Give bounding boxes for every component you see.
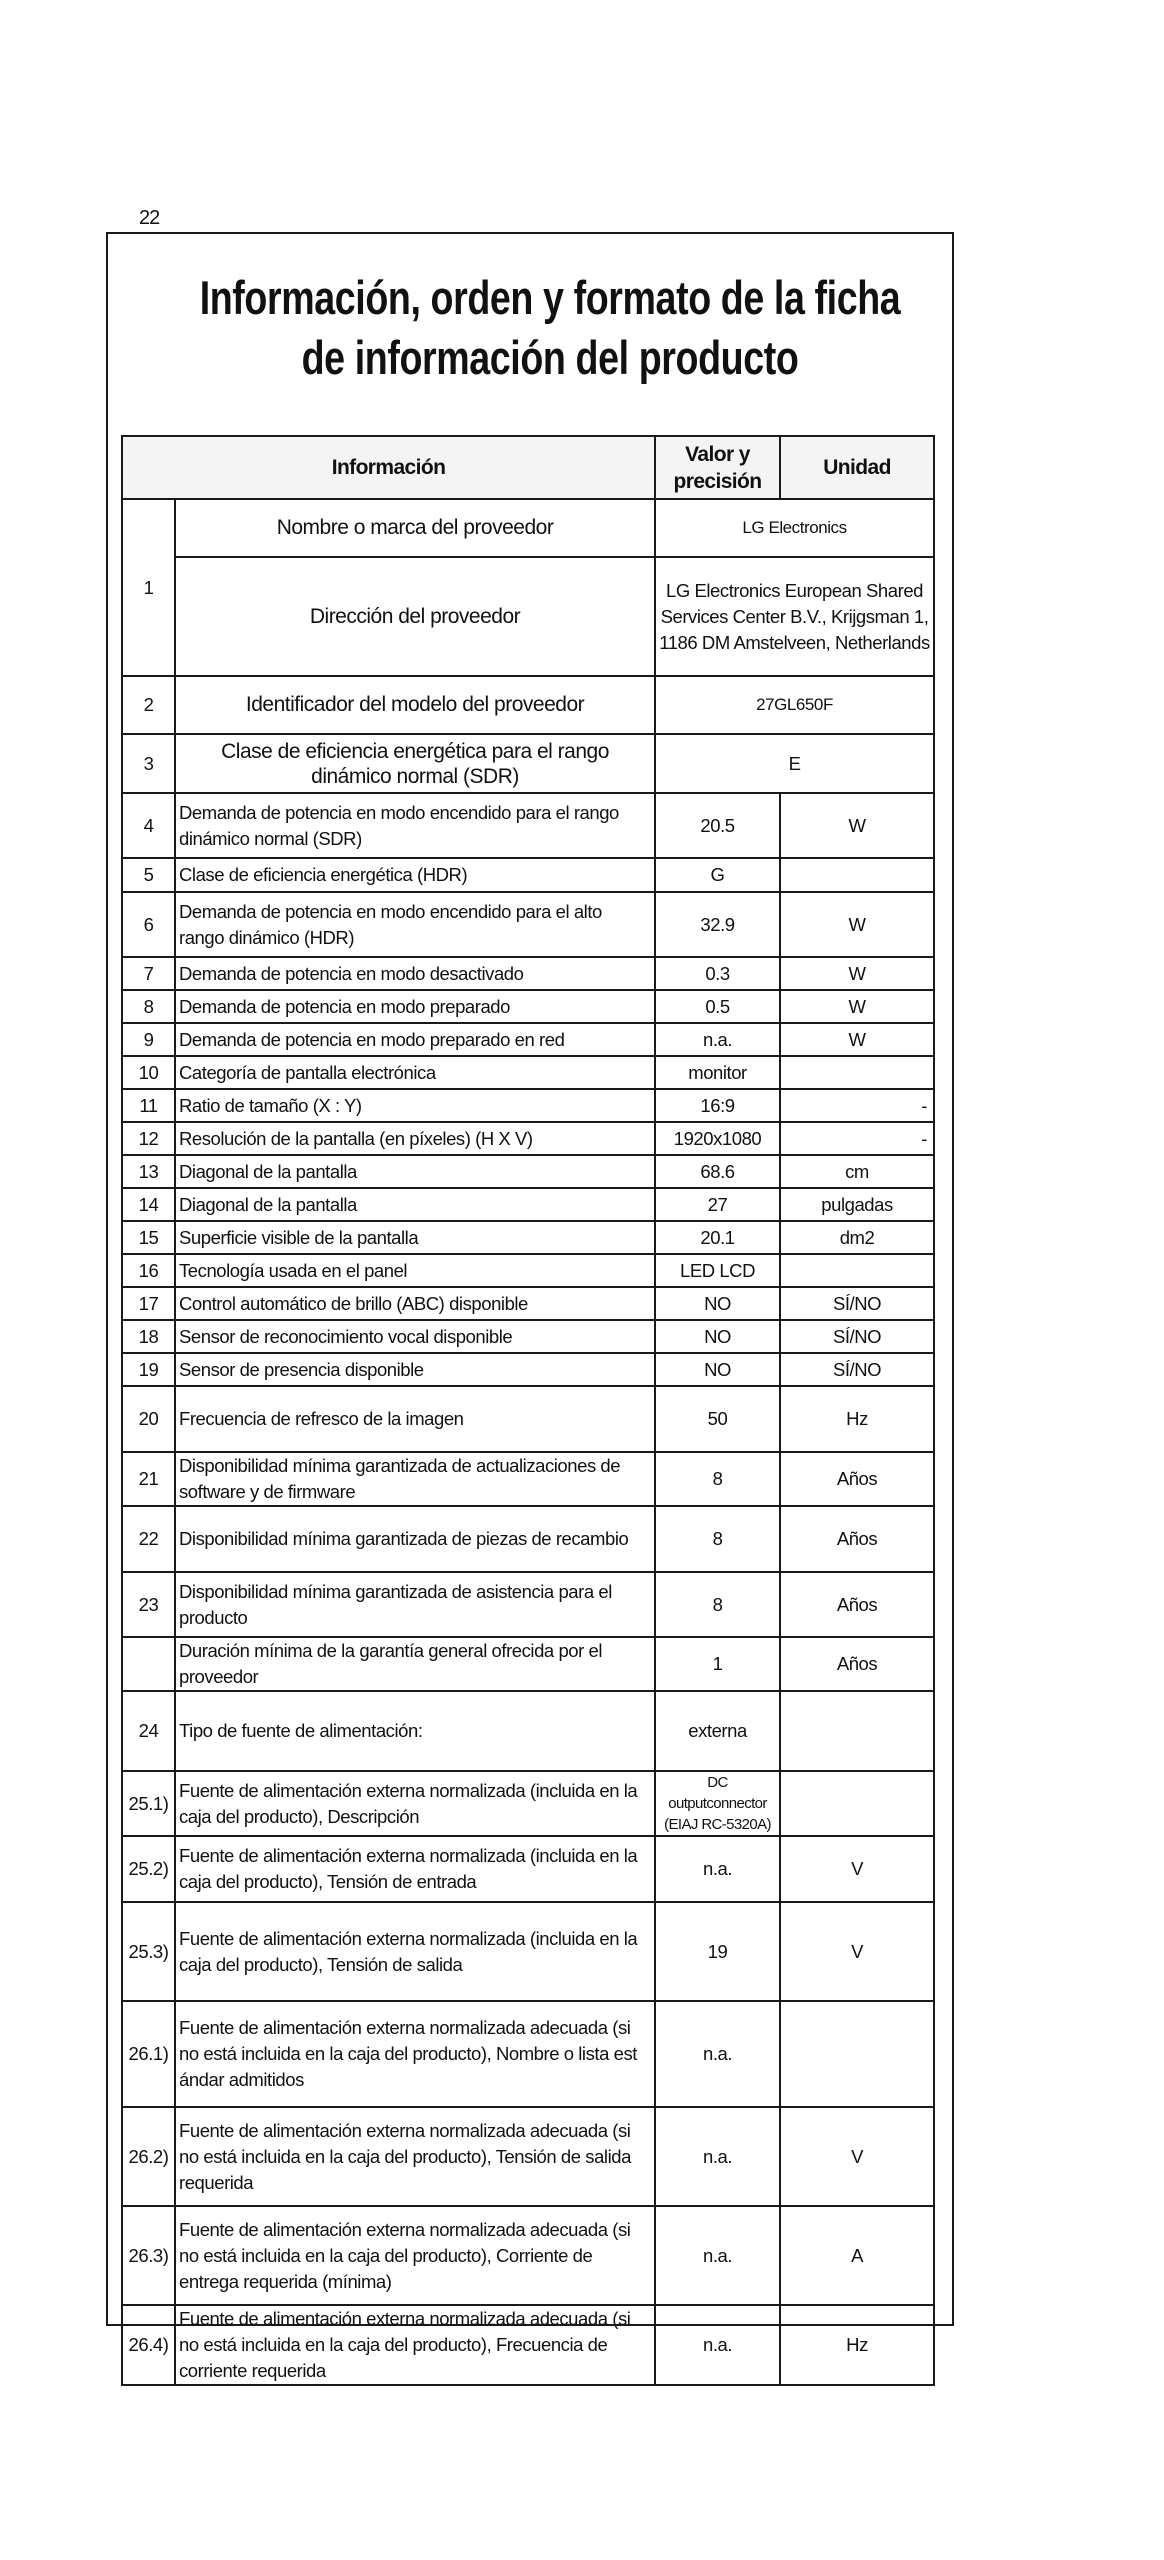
table-row (122, 676, 934, 734)
row-value: 27 (655, 1188, 780, 1221)
row-label: Demanda de potencia en modo encendido para el rango dinámico normal (SDR) (175, 793, 655, 858)
row-unit: SÍ/NO (780, 1353, 934, 1386)
table-row (122, 1122, 934, 1155)
row-label: Frecuencia de refresco de la imagen (175, 1386, 655, 1452)
row-label: Identificador del modelo del proveedor (175, 676, 655, 734)
row-unit: V (780, 1836, 934, 1902)
row-label: Ratio de tamaño (X : Y) (175, 1089, 655, 1122)
table-row (122, 1771, 934, 1836)
row-number: 26.3) (122, 2206, 175, 2305)
row-label: Tecnología usada en el panel (175, 1254, 655, 1287)
row-value: NO (655, 1320, 780, 1353)
row-number: 15 (122, 1221, 175, 1254)
row-unit: dm2 (780, 1221, 934, 1254)
row-value: n.a. (655, 2001, 780, 2107)
row-label: Disponibilidad mínima garantizada de actualizaciones de software y de firmware (175, 1452, 655, 1506)
row-unit: - (780, 1122, 934, 1155)
row-label: Duración mínima de la garantía general ofrecida por el proveedor (175, 1637, 655, 1691)
header-value-precision: Valor y precisión (655, 436, 780, 499)
page-title (0, 268, 1100, 388)
page-number: 22 (139, 207, 160, 229)
page-title-line-1: Información, orden y formato de la ficha (199, 271, 901, 324)
row-label: Sensor de reconocimiento vocal disponible (175, 1320, 655, 1353)
row-value: n.a. (655, 2206, 780, 2305)
page-title-line-2: de información del producto (301, 331, 799, 384)
row-unit (780, 1771, 934, 1836)
row-unit: Años (780, 1452, 934, 1506)
table-row (122, 1691, 934, 1771)
row-value: 20.5 (655, 793, 780, 858)
header-information: Información (122, 436, 655, 499)
row-value: 32.9 (655, 892, 780, 957)
row-unit: SÍ/NO (780, 1320, 934, 1353)
row-label: Tipo de fuente de alimentación: (175, 1691, 655, 1771)
row-value: 1920x1080 (655, 1122, 780, 1155)
row-label: Dirección del proveedor (175, 557, 655, 676)
row-value: NO (655, 1287, 780, 1320)
table-row (122, 1155, 934, 1188)
row-label: Fuente de alimentación externa normalizada adecuada (si no está incluida en la caja del producto), Tensión de salida requerida (175, 2107, 655, 2206)
row-value: LED LCD (655, 1254, 780, 1287)
row-unit: Años (780, 1506, 934, 1572)
row-value: 8 (655, 1506, 780, 1572)
table-row (122, 1836, 934, 1902)
row-number: 25.3) (122, 1902, 175, 2001)
row-unit (780, 1056, 934, 1089)
row-number: 18 (122, 1320, 175, 1353)
row-value: 0.3 (655, 957, 780, 990)
row-value: G (655, 858, 780, 892)
row-value: 8 (655, 1572, 780, 1637)
row-value: n.a. (655, 1836, 780, 1902)
table-row (122, 1353, 934, 1386)
table-row (122, 1023, 934, 1056)
table-row (122, 892, 934, 957)
row-label: Superficie visible de la pantalla (175, 1221, 655, 1254)
row-number: 21 (122, 1452, 175, 1506)
row-number: 1 (122, 499, 175, 676)
row-label: Fuente de alimentación externa normalizada adecuada (si no está incluida en la caja del producto), Nombre o lista est ándar admitidos (175, 2001, 655, 2107)
row-value: 50 (655, 1386, 780, 1452)
table-row (122, 2206, 934, 2305)
row-unit (780, 1691, 934, 1771)
row-label: Clase de eficiencia energética (HDR) (175, 858, 655, 892)
row-number: 16 (122, 1254, 175, 1287)
row-value: E (655, 734, 934, 793)
row-value: 1 (655, 1637, 780, 1691)
product-information-table (121, 435, 935, 2386)
row-label: Control automático de brillo (ABC) disponible (175, 1287, 655, 1320)
row-number: 26.1) (122, 2001, 175, 2107)
row-number: 5 (122, 858, 175, 892)
row-label: Sensor de presencia disponible (175, 1353, 655, 1386)
row-number: 12 (122, 1122, 175, 1155)
table-row (122, 1637, 934, 1691)
row-value: 19 (655, 1902, 780, 2001)
row-label: Disponibilidad mínima garantizada de asistencia para el producto (175, 1572, 655, 1637)
table-row (122, 1320, 934, 1353)
row-label: Demanda de potencia en modo preparado en red (175, 1023, 655, 1056)
row-number: 9 (122, 1023, 175, 1056)
row-value: NO (655, 1353, 780, 1386)
row-number: 14 (122, 1188, 175, 1221)
row-number: 25.2) (122, 1836, 175, 1902)
row-unit: Años (780, 1637, 934, 1691)
row-number: 11 (122, 1089, 175, 1122)
table-row (122, 1188, 934, 1221)
header-unit: Unidad (780, 436, 934, 499)
row-label: Categoría de pantalla electrónica (175, 1056, 655, 1089)
row-unit: W (780, 793, 934, 858)
row-number: 2 (122, 676, 175, 734)
row-value: 8 (655, 1452, 780, 1506)
row-value: LG Electronics European Shared Services Center B.V., Krijgsman 1, 1186 DM Amstelveen, Netherlands (655, 557, 934, 676)
row-label: Disponibilidad mínima garantizada de piezas de recambio (175, 1506, 655, 1572)
table-row (122, 1254, 934, 1287)
row-value: 16:9 (655, 1089, 780, 1122)
row-number (122, 1637, 175, 1691)
row-number: 23 (122, 1572, 175, 1637)
row-unit: V (780, 2107, 934, 2206)
row-unit: SÍ/NO (780, 1287, 934, 1320)
row-number: 26.4) (122, 2305, 175, 2385)
row-number: 22 (122, 1506, 175, 1572)
table-row (122, 858, 934, 892)
row-label: Diagonal de la pantalla (175, 1155, 655, 1188)
row-number: 17 (122, 1287, 175, 1320)
row-label: Fuente de alimentación externa normalizada adecuada (si no está incluida en la caja del producto), Corriente de entrega requerida (mínima) (175, 2206, 655, 2305)
row-number: 3 (122, 734, 175, 793)
row-label: Clase de eficiencia energética para el rango dinámico normal (SDR) (175, 734, 655, 793)
table-row (122, 1089, 934, 1122)
row-value: DC outputconnector (EIAJ RC-5320A) (655, 1771, 780, 1836)
row-label: Demanda de potencia en modo encendido para el alto rango dinámico (HDR) (175, 892, 655, 957)
table-row (122, 1572, 934, 1637)
row-value: n.a. (655, 2305, 780, 2385)
row-number: 4 (122, 793, 175, 858)
table-row (122, 1287, 934, 1320)
row-unit: A (780, 2206, 934, 2305)
row-value: externa (655, 1691, 780, 1771)
row-label: Fuente de alimentación externa normalizada adecuada (si no está incluida en la caja del producto), Frecuencia de corriente requerida (175, 2305, 655, 2385)
row-number: 26.2) (122, 2107, 175, 2206)
table-row (122, 1452, 934, 1506)
row-value: 0.5 (655, 990, 780, 1023)
row-unit: Años (780, 1572, 934, 1637)
row-unit: pulgadas (780, 1188, 934, 1221)
row-label: Nombre o marca del proveedor (175, 499, 655, 557)
row-label: Demanda de potencia en modo desactivado (175, 957, 655, 990)
row-value: LG Electronics (655, 499, 934, 557)
table-row (122, 793, 934, 858)
row-number: 25.1) (122, 1771, 175, 1836)
table-header-row (122, 436, 934, 499)
row-unit: - (780, 1089, 934, 1122)
table-row (122, 499, 934, 557)
row-unit: cm (780, 1155, 934, 1188)
row-number: 7 (122, 957, 175, 990)
row-label: Fuente de alimentación externa normalizada (incluida en la caja del producto), Tensión de entrada (175, 1836, 655, 1902)
table-row (122, 734, 934, 793)
row-value: n.a. (655, 1023, 780, 1056)
row-unit: W (780, 990, 934, 1023)
row-label: Resolución de la pantalla (en píxeles) (H X V) (175, 1122, 655, 1155)
row-unit: W (780, 1023, 934, 1056)
table-row (122, 1221, 934, 1254)
row-number: 19 (122, 1353, 175, 1386)
table-row (122, 1386, 934, 1452)
row-unit: Hz (780, 1386, 934, 1452)
row-unit: W (780, 957, 934, 990)
row-unit: W (780, 892, 934, 957)
row-label: Fuente de alimentación externa normalizada (incluida en la caja del producto), Descripción (175, 1771, 655, 1836)
row-number: 20 (122, 1386, 175, 1452)
row-unit (780, 2001, 934, 2107)
table-row (122, 557, 934, 676)
row-value: 20.1 (655, 1221, 780, 1254)
table-row (122, 990, 934, 1023)
row-value: 68.6 (655, 1155, 780, 1188)
table-row (122, 2305, 934, 2385)
table-row (122, 1902, 934, 2001)
row-label: Diagonal de la pantalla (175, 1188, 655, 1221)
row-number: 6 (122, 892, 175, 957)
table-row (122, 2001, 934, 2107)
row-number: 10 (122, 1056, 175, 1089)
row-unit: Hz (780, 2305, 934, 2385)
row-number: 24 (122, 1691, 175, 1771)
row-number: 8 (122, 990, 175, 1023)
table-row (122, 2107, 934, 2206)
row-label: Demanda de potencia en modo preparado (175, 990, 655, 1023)
row-value: monitor (655, 1056, 780, 1089)
row-number: 13 (122, 1155, 175, 1188)
row-label: Fuente de alimentación externa normalizada (incluida en la caja del producto), Tensión de salida (175, 1902, 655, 2001)
table-row (122, 1506, 934, 1572)
row-value: 27GL650F (655, 676, 934, 734)
row-value: n.a. (655, 2107, 780, 2206)
table-row (122, 957, 934, 990)
row-unit (780, 858, 934, 892)
table-row (122, 1056, 934, 1089)
row-unit (780, 1254, 934, 1287)
row-unit: V (780, 1902, 934, 2001)
